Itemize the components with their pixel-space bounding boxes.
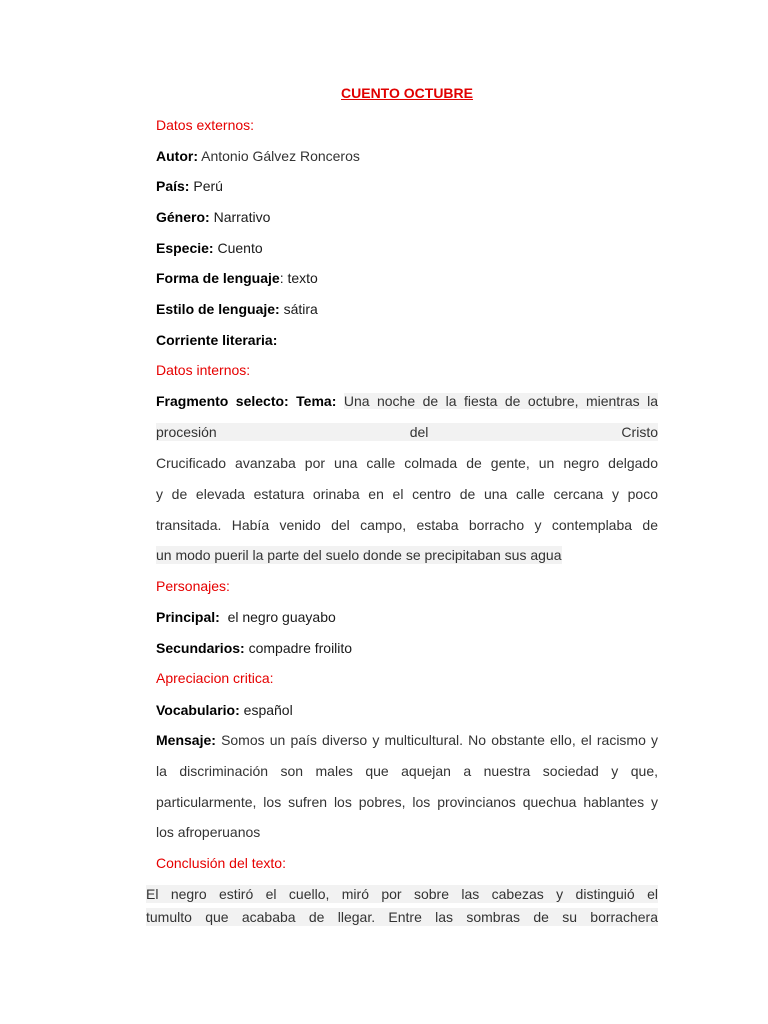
mensaje-line-4: los afroperuanos (156, 824, 261, 840)
principal-label: Principal: (156, 609, 220, 625)
fragmento-line-6: un modo pueril la parte del suelo donde se precipitaban sus agua (156, 547, 562, 563)
datos-internos-heading: Datos internos: (156, 362, 251, 378)
fragmento-line-3: Crucificado avanzaba por una calle colmada de gente, un negro delgado (156, 455, 658, 471)
pais-value: Perú (193, 178, 223, 194)
forma-value: : texto (279, 270, 318, 286)
fragmento-line-2: procesión del Cristo (156, 424, 658, 440)
estilo-row (156, 300, 318, 318)
personajes-heading: Personajes: (156, 578, 230, 594)
mensaje-text: Somos un país diverso y multicultural. No obstante ello, el racismo y (221, 732, 659, 748)
fragmento-text: Una noche de la fiesta de octubre, mientras la (343, 393, 658, 409)
fragmento-line-1 (156, 392, 658, 410)
autor-value: Antonio Gálvez Ronceros (201, 148, 360, 164)
vocabulario-row (156, 701, 293, 719)
datos-externos-heading: Datos externos: (156, 117, 255, 133)
genero-label: Género: (156, 209, 210, 225)
vocabulario-value: español (243, 702, 293, 718)
fragmento-line-4: y de elevada estatura orinaba en el centro de una calle cercana y poco (156, 486, 658, 502)
estilo-value: sátira (283, 301, 318, 317)
pais-row (156, 177, 223, 195)
mensaje-line-1 (156, 731, 658, 749)
secundarios-value: compadre froilito (248, 640, 353, 656)
estilo-label: Estilo de lenguaje: (156, 301, 280, 317)
forma-row (156, 269, 318, 287)
especie-row (156, 239, 263, 257)
fragmento-label: Fragmento selecto: Tema: (156, 393, 337, 409)
corriente-row (156, 331, 277, 349)
especie-label: Especie: (156, 240, 214, 256)
conclusion-heading: Conclusión del texto: (156, 855, 286, 871)
principal-value: el negro guayabo (227, 609, 336, 625)
genero-value: Narrativo (213, 209, 271, 225)
pais-label: País: (156, 178, 190, 194)
mensaje-line-3: particularmente, los sufren los pobres, los provincianos quechua hablantes y (156, 794, 658, 810)
mensaje-line-2: la discriminación son males que aquejan a nuestra sociedad y que, (156, 763, 658, 779)
autor-label: Autor: (156, 148, 198, 164)
fragmento-line-5: transitada. Había venido del campo, estaba borracho y contemplaba de (156, 517, 658, 533)
genero-row (156, 208, 270, 226)
forma-label: Forma de lenguaje (156, 270, 280, 286)
document-title: CUENTO OCTUBRE (341, 85, 473, 101)
secundarios-row (156, 639, 352, 657)
corriente-label: Corriente literaria: (156, 332, 278, 348)
vocabulario-label: Vocabulario: (156, 702, 240, 718)
especie-value: Cuento (217, 240, 263, 256)
autor-row (156, 147, 360, 165)
conclusion-line-2: tumulto que acababa de llegar. Entre las sombras de su borrachera (146, 909, 658, 925)
secundarios-label: Secundarios: (156, 640, 245, 656)
mensaje-label: Mensaje: (156, 732, 216, 748)
conclusion-line-1: El negro estiró el cuello, miró por sobre las cabezas y distinguió el (146, 886, 658, 902)
principal-row (156, 608, 336, 626)
apreciacion-heading: Apreciacion critica: (156, 670, 274, 686)
